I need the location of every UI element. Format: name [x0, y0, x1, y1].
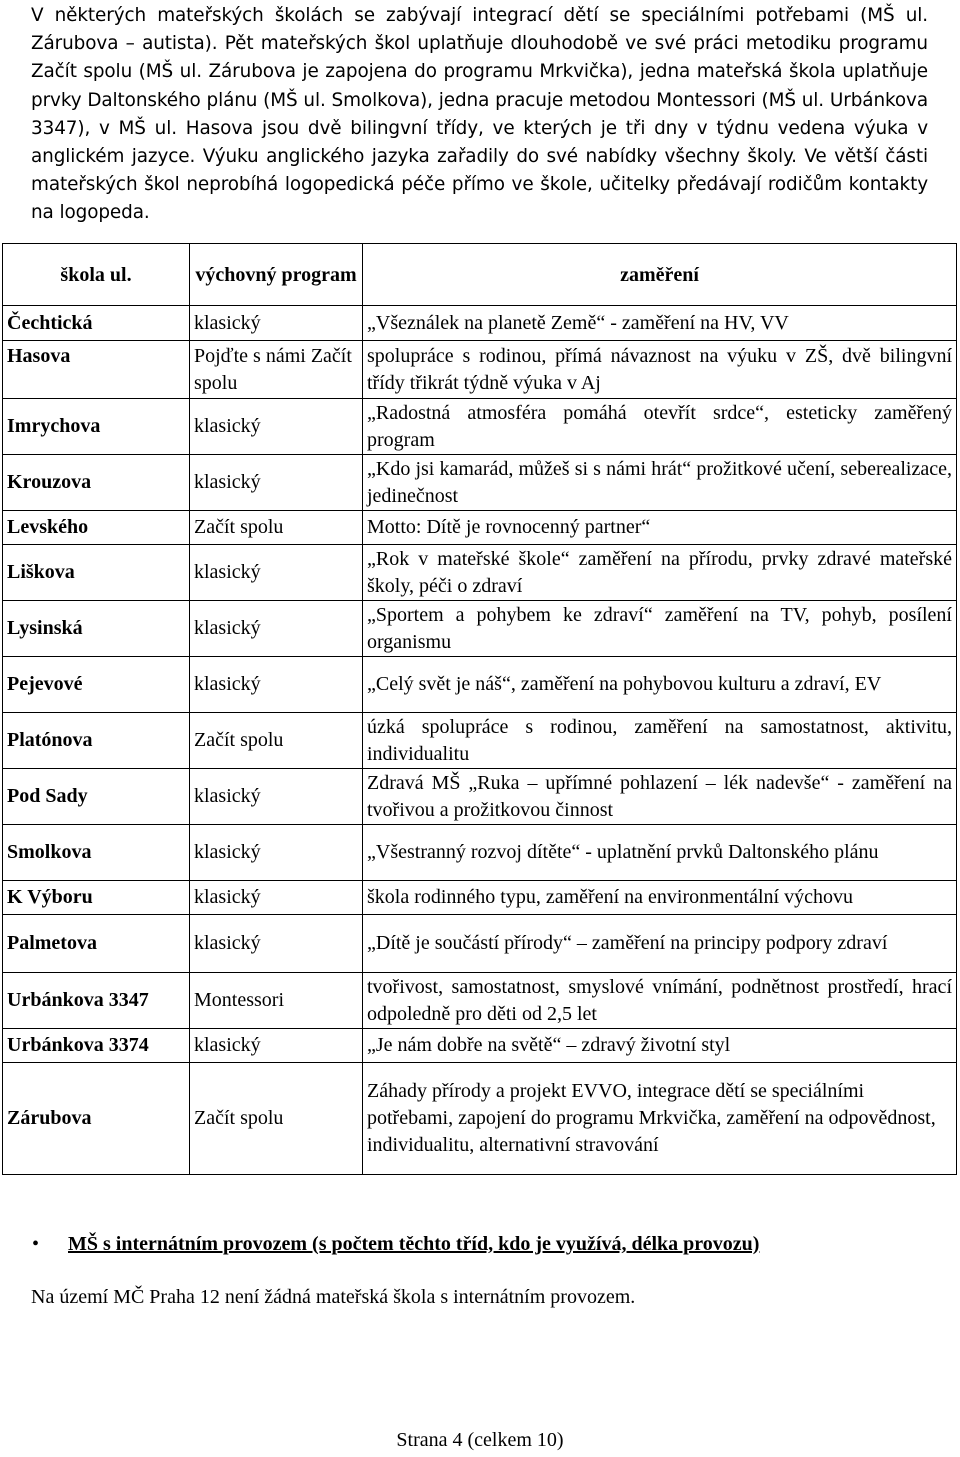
table-row [3, 915, 957, 973]
school-program: klasický [190, 601, 363, 657]
school-name: Pod Sady [3, 769, 190, 825]
table-row [3, 657, 957, 713]
school-focus: Zdravá MŠ „Ruka – upřímné pohlazení – lék nadevše“ - zaměření na tvořivou a prožitkovou činnost [363, 769, 957, 825]
school-name: Zárubova [3, 1063, 190, 1175]
table-row [3, 455, 957, 511]
school-program: klasický [190, 545, 363, 601]
school-focus: spolupráce s rodinou, přímá návaznost na výuku v ZŠ, dvě bilingvní třídy třikrát týdně výuka v Aj [363, 341, 957, 399]
intro-paragraph: V některých mateřských školách se zabývají integrací dětí se speciálními potřebami (MŠ ul. Zárubova – autista). Pět mateřských škol uplatňuje dlouhodobě ve své práci metodiku programu Začít spolu (MŠ ul. Zárubova je zapojena do programu Mrkvička), jedna mateřská škola uplatňuje prvky Daltonského plánu (MŠ ul. Smolkova), jedna pracuje metodou Montessori (MŠ ul. Urbánkova 3347), v MŠ ul. Hasova jsou dvě bilingvní třídy, ve kterých je tři dny v týdnu vedena výuka v anglickém jazyce. Výuku anglického jazyka zařadily do své nabídky všechny školy. Ve větší části mateřských škol neprobíhá logopedická péče přímo ve škole, učitelky předávají rodičům kontakty na logopeda. [31, 5, 928, 224]
table-row [3, 399, 957, 455]
table-row [3, 825, 957, 881]
school-focus: tvořivost, samostatnost, smyslové vnímání, podnětnost prostředí, hrací odpoledně pro děti od 2,5 let [363, 973, 957, 1029]
school-program: klasický [190, 825, 363, 881]
table-row [3, 1063, 957, 1175]
table-row [3, 601, 957, 657]
school-program: klasický [190, 881, 363, 915]
table-row [3, 511, 957, 545]
school-name: Urbánkova 3374 [3, 1029, 190, 1063]
school-name: Platónova [3, 713, 190, 769]
schools-table [2, 243, 957, 1175]
school-program: Pojďte s námi Začít spolu [190, 341, 363, 399]
table-header-row [3, 244, 957, 306]
section-heading: MŠ s internátním provozem (s počtem těchto tříd, kdo je využívá, délka provozu) [68, 1233, 760, 1255]
school-program: Začít spolu [190, 713, 363, 769]
table-row [3, 769, 957, 825]
school-name: Levského [3, 511, 190, 545]
school-program: klasický [190, 657, 363, 713]
school-focus: Záhady přírody a projekt EVVO, integrace dětí se speciálními potřebami, zapojení do programu Mrkvička, zaměření na odpovědnost, individualitu, alternativní stravování [363, 1063, 957, 1175]
table-row [3, 881, 957, 915]
school-focus: „Všestranný rozvoj dítěte“ - uplatnění prvků Daltonského plánu [363, 825, 957, 881]
school-focus: úzká spolupráce s rodinou, zaměření na samostatnost, aktivitu, individualitu [363, 713, 957, 769]
school-focus: Motto: Dítě je rovnocenný partner“ [363, 511, 957, 545]
school-name: Čechtická [3, 306, 190, 341]
header-program: výchovný program [190, 244, 363, 306]
school-name: Hasova [3, 341, 190, 399]
table-row [3, 306, 957, 341]
school-program: Začít spolu [190, 511, 363, 545]
school-name: Liškova [3, 545, 190, 601]
table-row [3, 713, 957, 769]
bullet-marker: • [32, 1233, 40, 1255]
school-name: Smolkova [3, 825, 190, 881]
school-name: K Výboru [3, 881, 190, 915]
school-name: Lysinská [3, 601, 190, 657]
school-focus: „Radostná atmosféra pomáhá otevřít srdce“, esteticky zaměřený program [363, 399, 957, 455]
table-row [3, 1029, 957, 1063]
school-focus: „Je nám dobře na světě“ – zdravý životní styl [363, 1029, 957, 1063]
school-program: klasický [190, 769, 363, 825]
school-program: Začít spolu [190, 1063, 363, 1175]
school-program: Montessori [190, 973, 363, 1029]
school-focus: škola rodinného typu, zaměření na environmentální výchovu [363, 881, 957, 915]
school-name: Urbánkova 3347 [3, 973, 190, 1029]
header-school: škola ul. [3, 244, 190, 306]
table-row [3, 973, 957, 1029]
header-focus: zaměření [363, 244, 957, 306]
section-note: Na území MČ Praha 12 není žádná mateřská škola s internátním provozem. [31, 1286, 636, 1308]
school-name: Palmetova [3, 915, 190, 973]
school-focus: „Celý svět je náš“, zaměření na pohybovou kulturu a zdraví, EV [363, 657, 957, 713]
school-focus: „Kdo jsi kamarád, můžeš si s námi hrát“ prožitkové učení, seberealizace, jedinečnost [363, 455, 957, 511]
school-focus: „Dítě je součástí přírody“ – zaměření na principy podpory zdraví [363, 915, 957, 973]
school-name: Pejevové [3, 657, 190, 713]
school-name: Krouzova [3, 455, 190, 511]
school-focus: „Rok v mateřské škole“ zaměření na přírodu, prvky zdravé mateřské školy, péči o zdraví [363, 545, 957, 601]
school-focus: „Sportem a pohybem ke zdraví“ zaměření na TV, pohyb, posílení organismu [363, 601, 957, 657]
school-focus: „Všeználek na planetě Země“ - zaměření na HV, VV [363, 306, 957, 341]
page-footer: Strana 4 (celkem 10) [396, 1429, 564, 1451]
school-name: Imrychova [3, 399, 190, 455]
school-program: klasický [190, 306, 363, 341]
table-row [3, 545, 957, 601]
school-program: klasický [190, 915, 363, 973]
school-program: klasický [190, 1029, 363, 1063]
school-program: klasický [190, 455, 363, 511]
school-program: klasický [190, 399, 363, 455]
table-row [3, 341, 957, 399]
